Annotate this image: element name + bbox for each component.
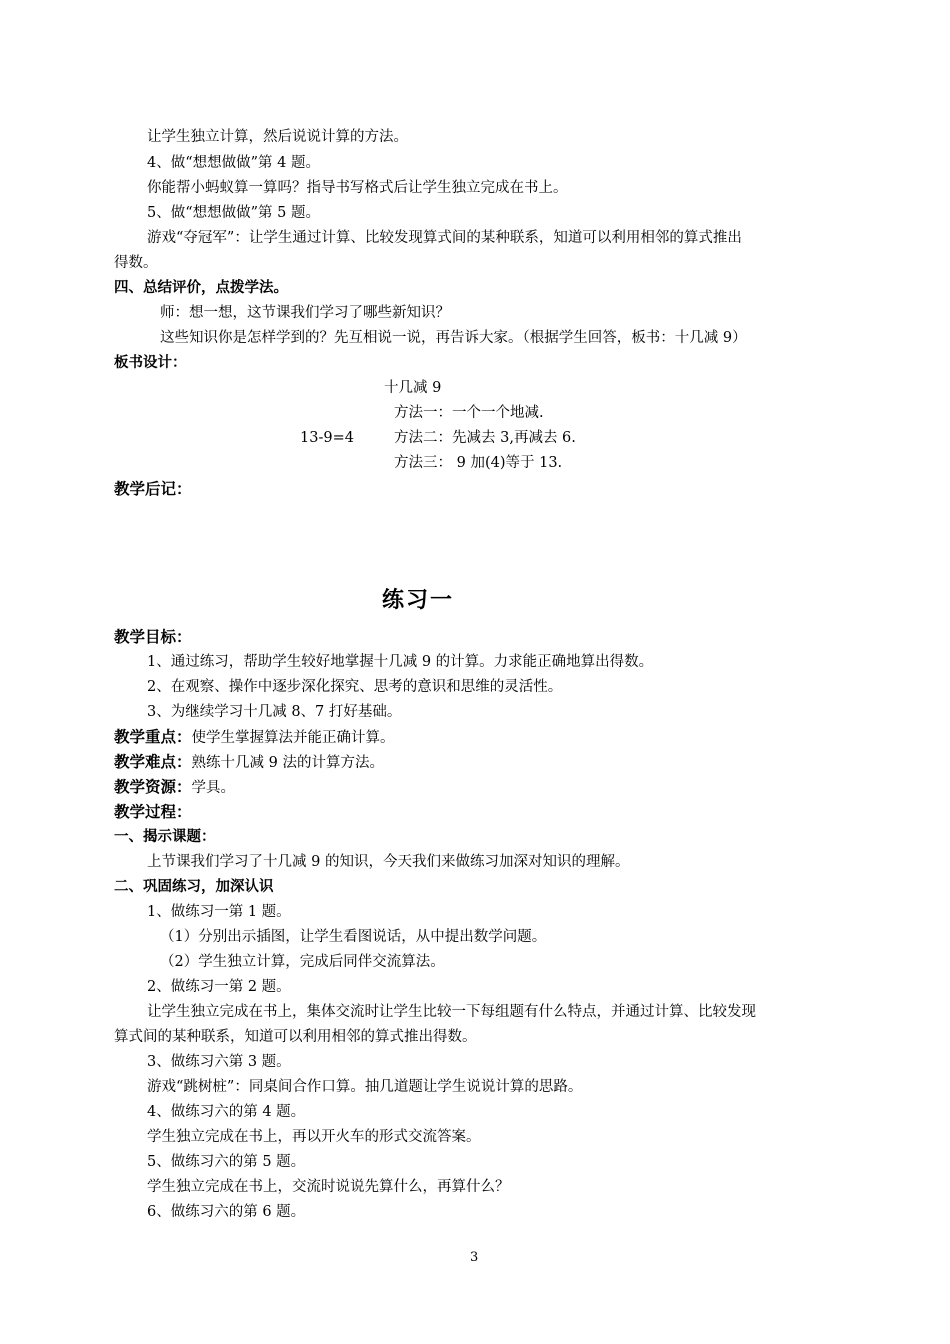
paragraph-line: 得数。 — [114, 255, 158, 271]
board-design-label: 板书设计： — [114, 355, 187, 371]
lesson-title: 练习一 — [382, 588, 455, 613]
difficulty-text: 熟练十几减 9 法的计算方法。 — [191, 755, 384, 771]
paragraph-line: 5、做“想想做做”第 5 题。 — [147, 205, 320, 221]
difficulty-label: 教学难点： — [114, 753, 192, 771]
page-number: 3 — [470, 1250, 479, 1265]
process-label: 教学过程： — [114, 803, 192, 821]
paragraph-line: （2）学生独立计算，完成后同伴交流算法。 — [160, 954, 445, 970]
key-point-row — [114, 727, 395, 748]
paragraph-line: 5、做练习六的第 5 题。 — [147, 1154, 306, 1170]
paragraph-line: 这些知识你是怎样学到的？先互相说一说，再告诉大家。（根据学生回答，板书：十几减 9） — [160, 330, 747, 346]
key-point-text: 使学生掌握算法并能正确计算。 — [191, 730, 395, 746]
goal-item: 3、为继续学习十几减 8、7 打好基础。 — [147, 704, 402, 720]
paragraph-line: 师：想一想，这节课我们学习了哪些新知识？ — [160, 305, 450, 321]
afternote-label: 教学后记： — [114, 480, 192, 498]
paragraph-line: 游戏“夺冠军”：让学生通过计算、比较发现算式间的某种联系，知道可以利用相邻的算式推出 — [147, 230, 742, 246]
paragraph-line: 学生独立完成在书上，交流时说说先算什么，再算什么？ — [147, 1179, 510, 1195]
resource-text: 学具。 — [191, 780, 236, 796]
paragraph-line: 1、做练习一第 1 题。 — [147, 904, 291, 920]
paragraph-line: 2、做练习一第 2 题。 — [147, 979, 291, 995]
section-heading: 二、巩固练习，加深认识 — [114, 879, 274, 895]
section-heading: 一、揭示课题： — [114, 829, 216, 845]
paragraph-line: 上节课我们学习了十几减 9 的知识，今天我们来做练习加深对知识的理解。 — [147, 854, 630, 870]
resource-row — [114, 777, 235, 798]
paragraph-line: 学生独立完成在书上，再以开火车的形式交流答案。 — [147, 1129, 481, 1145]
resource-label: 教学资源： — [114, 778, 192, 796]
paragraph-line: （1）分别出示插图，让学生看图说话，从中提出数学问题。 — [160, 929, 547, 945]
paragraph-line: 4、做“想想做做”第 4 题。 — [147, 155, 320, 171]
key-point-label: 教学重点： — [114, 728, 192, 746]
goal-item: 2、在观察、操作中逐步深化探究、思考的意识和思维的灵活性。 — [147, 679, 563, 695]
board-method-2: 方法二：先减去 3,再减去 6. — [394, 430, 576, 446]
paragraph-line: 6、做练习六的第 6 题。 — [147, 1204, 306, 1220]
board-title: 十几减 9 — [384, 380, 442, 396]
difficulty-row — [114, 752, 384, 773]
goal-item: 1、通过练习，帮助学生较好地掌握十几减 9 的计算。力求能正确地算出得数。 — [147, 654, 654, 670]
goals-label: 教学目标： — [114, 628, 192, 646]
section-heading: 四、总结评价，点拨学法。 — [114, 280, 288, 296]
board-equation: 13-9=4 — [300, 430, 354, 446]
paragraph-line: 3、做练习六第 3 题。 — [147, 1054, 291, 1070]
paragraph-line: 你能帮小蚂蚁算一算吗？指导书写格式后让学生独立完成在书上。 — [147, 180, 568, 196]
paragraph-line: 游戏“跳树桩”：同桌间合作口算。抽几道题让学生说说计算的思路。 — [147, 1079, 583, 1095]
paragraph-line: 算式间的某种联系，知道可以利用相邻的算式推出得数。 — [114, 1029, 477, 1045]
paragraph-line: 4、做练习六的第 4 题。 — [147, 1104, 306, 1120]
paragraph-line: 让学生独立完成在书上，集体交流时让学生比较一下每组题有什么特点，并通过计算、比较发现 — [147, 1004, 756, 1020]
board-method-3: 方法三： 9 加(4)等于 13. — [394, 455, 563, 471]
board-method-1: 方法一：一个一个地减. — [394, 405, 544, 421]
paragraph-line: 让学生独立计算，然后说说计算的方法。 — [147, 129, 408, 145]
